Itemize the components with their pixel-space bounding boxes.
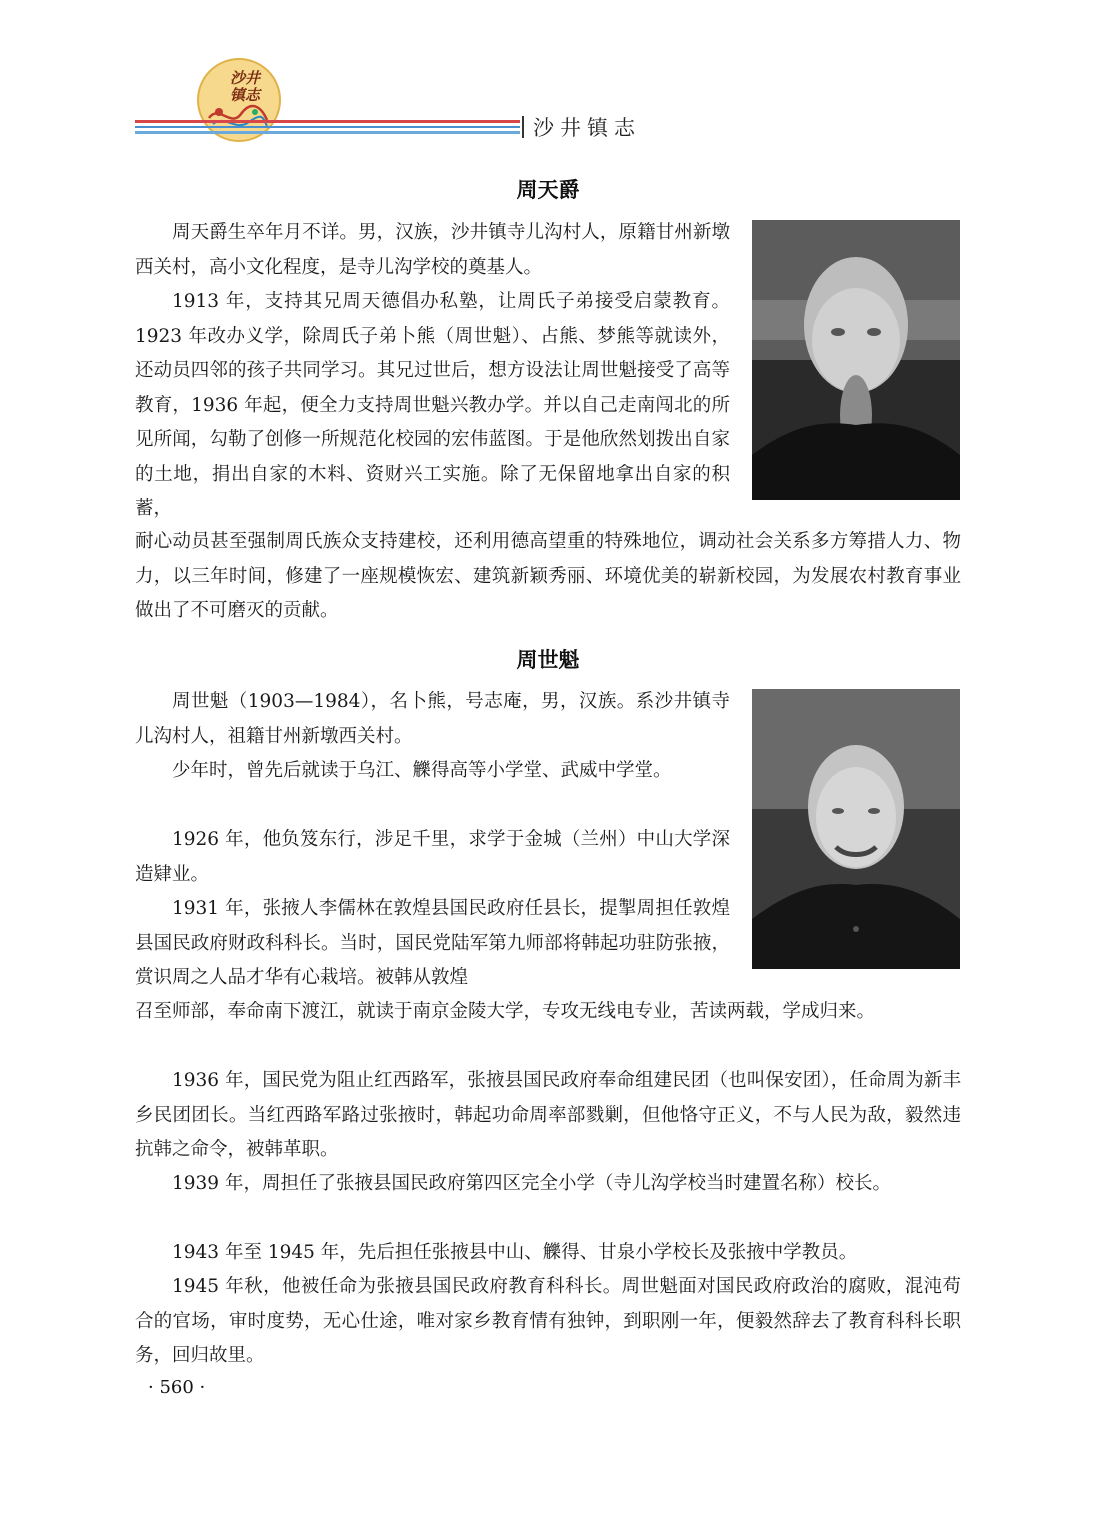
paragraph: 周天爵生卒年月不详。男，汉族，沙井镇寺儿沟村人，原籍甘州新墩西关村，高小文化程度，是寺儿沟学校的奠基人。 [135,222,730,278]
page-header [0,0,1093,150]
paragraph: 1931 年，张掖人李儒林在敦煌县国民政府任县长，提掣周担任敦煌县国民政府财政科科长。当时，国民党陆军第九师部将韩起功驻防张掖，赏识周之人品才华有心栽培。被韩从敦煌 [135,898,730,988]
paragraph: 1943 年至 1945 年，先后担任张掖县中山、觻得、甘泉小学校长及张掖中学教员。 [172,1242,858,1263]
paragraph: 召至师部，奉命南下渡江，就读于南京金陵大学，专攻无线电专业，苦读两载，学成归来。 [135,1001,876,1022]
header-rule-blue [135,126,520,128]
header-divider [522,116,524,138]
portrait-zhou-shikui [752,689,960,969]
paragraph: 1939 年，周担任了张掖县国民政府第四区完全小学（寺儿沟学校当时建置名称）校长。 [172,1173,891,1194]
paragraph: 1936 年，国民党为阻止红西路军，张掖县国民政府奉命组建民团（也叫保安团），任命周为新丰乡民团团长。当红西路军路过张掖时，韩起功命周率部戮剿，但他恪守正义，不与人民为敌，毅然违抗韩之命令，被韩革职。 [135,1070,961,1160]
page-number: · 560 · [148,1377,206,1398]
portrait-zhou-tianjue [752,220,960,500]
paragraph: 周世魁（1903—1984），名卜熊，号志庵，男，汉族。系沙井镇寺儿沟村人，祖籍甘州新墩西关村。 [135,691,730,747]
paragraph: 耐心动员甚至强制周氏族众支持建校，还利用德高望重的特殊地位，调动社会关系多方筹措人力、物力，以三年时间，修建了一座规模恢宏、建筑新颖秀丽、环境优美的崭新校园，为发展农村教育事业做出了不可磨灭的贡献。 [135,531,961,621]
paragraph: 1913 年，支持其兄周天德倡办私塾，让周氏子弟接受启蒙教育。1923 年改办义学，除周氏子弟卜熊（周世魁）、占熊、梦熊等就读外，还动员四邻的孩子共同学习。其兄过世后，想方设法让周世魁接受了高等教育，1936 年起，便全力支持周世魁兴教办学。并以自己走南闯北的所见所闻，勾勒了创修一所规范化校园的宏伟蓝图。于是他欣然划拨出自家的土地，捐出自家的木料、资财兴工实施。除了无保留地拿出自家的积蓄， [135,291,730,519]
paragraph: 少年时，曾先后就读于乌江、觻得高等小学堂、武威中学堂。 [172,760,672,781]
logo-text: 沙井 镇志 [229,69,260,104]
header-rule-red [135,120,520,123]
book-logo [197,58,281,142]
book-title: 沙井镇志 [533,116,641,140]
paragraph: 1926 年，他负笈东行，涉足千里，求学于金城（兰州）中山大学深造肄业。 [135,829,730,885]
section-title-zhou-shikui: 周世魁 [516,648,580,672]
paragraph: 1945 年秋，他被任命为张掖县国民政府教育科科长。周世魁面对国民政府政治的腐败，混沌苟合的官场，审时度势，无心仕途，唯对家乡教育情有独钟，到职刚一年，便毅然辞去了教育科科长职务，回归故里。 [135,1276,961,1366]
header-rule-lightblue [135,131,520,134]
section-title-zhou-tianjue: 周天爵 [516,178,580,202]
